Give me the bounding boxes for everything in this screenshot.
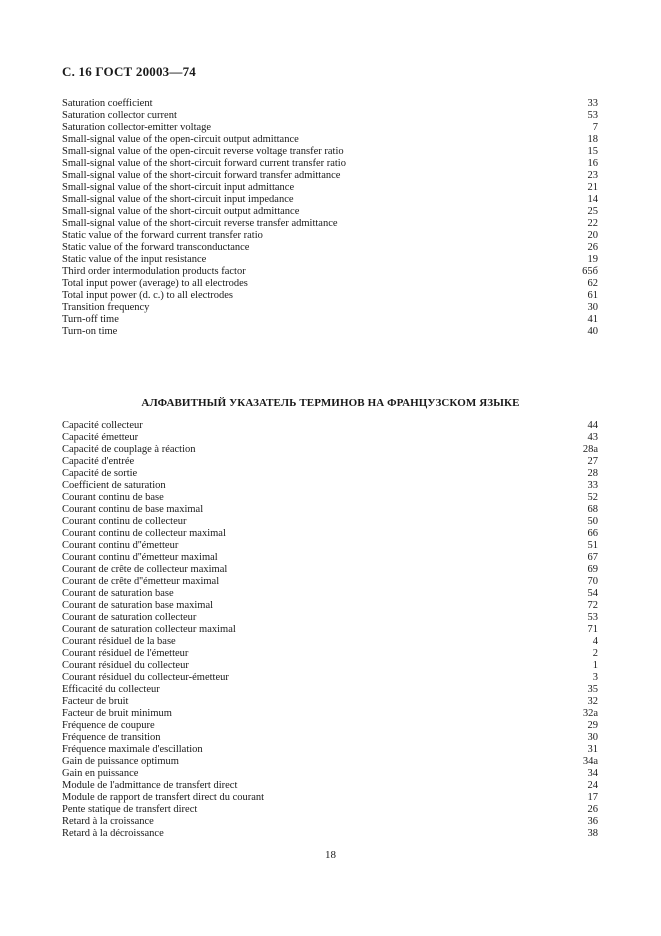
index-entry <box>62 182 598 194</box>
index-term-number: 50 <box>587 516 598 527</box>
index-term: Static value of the forward transconductance <box>62 242 250 253</box>
index-term-number: 51 <box>587 540 598 551</box>
index-term-number: 24 <box>587 780 598 791</box>
index-term-number: 17 <box>587 792 598 803</box>
index-term: Courant de crête de collecteur maximal <box>62 564 228 575</box>
index-term-number: 3 <box>592 672 598 683</box>
index-term: Turn-off time <box>62 314 119 325</box>
index-entry <box>62 792 598 804</box>
index-term-number: 27 <box>587 456 598 467</box>
index-term: Efficacité du collecteur <box>62 684 160 695</box>
index-term: Static value of the forward current transfer ratio <box>62 230 263 241</box>
index-entry <box>62 314 598 326</box>
index-term: Courant résiduel de l'émetteur <box>62 648 189 659</box>
index-entry <box>62 98 598 110</box>
index-entry <box>62 194 598 206</box>
index-entry <box>62 516 598 528</box>
index-term: Small-signal value of the short-circuit reverse transfer admittance <box>62 218 338 229</box>
index-entry <box>62 432 598 444</box>
index-term: Module de l'admittance de transfert direct <box>62 780 238 791</box>
index-term: Small-signal value of the short-circuit input admittance <box>62 182 295 193</box>
index-term: Coefficient de saturation <box>62 480 166 491</box>
index-term: Small-signal value of the short-circuit input impedance <box>62 194 294 205</box>
index-term: Module de rapport de transfert direct du courant <box>62 792 265 803</box>
index-term-number: 61 <box>587 290 598 301</box>
index-term: Transition frequency <box>62 302 150 313</box>
index-term-number: 26 <box>587 242 598 253</box>
index-entry <box>62 684 598 696</box>
index-term-number: 32а <box>582 708 598 719</box>
index-term-number: 33 <box>587 480 598 491</box>
index-entry <box>62 528 598 540</box>
index-term-number: 54 <box>587 588 598 599</box>
index-term: Small-signal value of the short-circuit forward transfer admittance <box>62 170 341 181</box>
index-entry <box>62 708 598 720</box>
french-term-index <box>62 420 598 840</box>
index-term: Total input power (average) to all electrodes <box>62 278 248 289</box>
index-entry <box>62 624 598 636</box>
index-term-number: 53 <box>587 612 598 623</box>
index-entry <box>62 420 598 432</box>
index-term-number: 69 <box>587 564 598 575</box>
index-entry <box>62 170 598 182</box>
index-term-number: 28 <box>587 468 598 479</box>
page-number: 18 <box>325 849 336 861</box>
index-term: Small-signal value of the short-circuit forward current transfer ratio <box>62 158 346 169</box>
index-term-number: 20 <box>587 230 598 241</box>
english-term-index <box>62 98 598 338</box>
index-term: Courant continu de collecteur <box>62 516 187 527</box>
index-term-number: 34 <box>587 768 598 779</box>
index-entry <box>62 744 598 756</box>
index-term: Courant résiduel du collecteur-émetteur <box>62 672 229 683</box>
index-entry <box>62 660 598 672</box>
index-term: Courant continu de collecteur maximal <box>62 528 226 539</box>
index-term-number: 29 <box>587 720 598 731</box>
index-term: Capacité d'entrée <box>62 456 135 467</box>
index-term-number: 28а <box>582 444 598 455</box>
index-term-number: 7 <box>592 122 598 133</box>
index-term: Saturation coefficient <box>62 98 153 109</box>
index-term-number: 53 <box>587 110 598 121</box>
index-entry <box>62 206 598 218</box>
index-entry <box>62 468 598 480</box>
index-term-number: 19 <box>587 254 598 265</box>
index-term-number: 18 <box>587 134 598 145</box>
index-term: Total input power (d. c.) to all electrodes <box>62 290 233 301</box>
index-term: Courant de saturation collecteur maximal <box>62 624 236 635</box>
index-term: Courant résiduel du collecteur <box>62 660 189 671</box>
french-index-title: АЛФАВИТНЫЙ УКАЗАТЕЛЬ ТЕРМИНОВ НА ФРАНЦУЗСКОМ ЯЗЫКЕ <box>141 397 520 409</box>
index-term-number: 25 <box>587 206 598 217</box>
index-term-number: 68 <box>587 504 598 515</box>
index-entry <box>62 732 598 744</box>
index-entry <box>62 326 598 338</box>
index-entry <box>62 218 598 230</box>
index-term-number: 62 <box>587 278 598 289</box>
index-term: Courant continu de base maximal <box>62 504 204 515</box>
index-term: Small-signal value of the open-circuit reverse voltage transfer ratio <box>62 146 344 157</box>
index-entry <box>62 816 598 828</box>
index-term: Fréquence maximale d'escillation <box>62 744 203 755</box>
index-entry <box>62 504 598 516</box>
index-entry <box>62 110 598 122</box>
index-entry <box>62 804 598 816</box>
index-term-number: 72 <box>587 600 598 611</box>
index-term: Pente statique de transfert direct <box>62 804 198 815</box>
index-term-number: 16 <box>587 158 598 169</box>
index-term: Saturation collector current <box>62 110 177 121</box>
index-entry <box>62 122 598 134</box>
index-term: Third order intermodulation products factor <box>62 266 246 277</box>
index-term: Capacité émetteur <box>62 432 139 443</box>
index-entry <box>62 146 598 158</box>
index-term: Courant continu d''émetteur maximal <box>62 552 218 563</box>
page-header: С. 16 ГОСТ 20003—74 <box>62 64 196 79</box>
index-term-number: 23 <box>587 170 598 181</box>
index-term: Turn-on time <box>62 326 118 337</box>
index-term: Small-signal value of the open-circuit output admittance <box>62 134 299 145</box>
index-term-number: 34а <box>582 756 598 767</box>
index-term-number: 14 <box>587 194 598 205</box>
index-term: Facteur de bruit minimum <box>62 708 172 719</box>
index-term-number: 44 <box>587 420 598 431</box>
index-entry <box>62 564 598 576</box>
index-entry <box>62 828 598 840</box>
index-term: Courant de saturation base maximal <box>62 600 214 611</box>
index-entry <box>62 456 598 468</box>
index-term-number: 32 <box>587 696 598 707</box>
index-entry <box>62 756 598 768</box>
index-term: Saturation collector-emitter voltage <box>62 122 212 133</box>
index-entry <box>62 290 598 302</box>
index-term: Capacité de couplage à réaction <box>62 444 196 455</box>
index-entry <box>62 696 598 708</box>
index-entry <box>62 492 598 504</box>
index-entry <box>62 636 598 648</box>
index-entry <box>62 266 598 278</box>
index-term: Fréquence de transition <box>62 732 161 743</box>
index-term: Small-signal value of the short-circuit output admittance <box>62 206 300 217</box>
index-term: Gain de puissance optimum <box>62 756 179 767</box>
index-term: Static value of the input resistance <box>62 254 207 265</box>
index-term: Courant continu de base <box>62 492 164 503</box>
index-term: Capacité collecteur <box>62 420 143 431</box>
index-term-number: 71 <box>587 624 598 635</box>
index-term-number: 22 <box>587 218 598 229</box>
index-term-number: 65б <box>582 266 598 277</box>
index-entry <box>62 480 598 492</box>
index-entry <box>62 278 598 290</box>
index-term-number: 2 <box>592 648 598 659</box>
index-entry <box>62 588 598 600</box>
index-term: Courant de crête d''émetteur maximal <box>62 576 220 587</box>
index-entry <box>62 672 598 684</box>
index-entry <box>62 302 598 314</box>
index-entry <box>62 648 598 660</box>
index-entry <box>62 230 598 242</box>
index-term: Gain en puissance <box>62 768 139 779</box>
index-term-number: 38 <box>587 828 598 839</box>
index-term: Courant continu d''émetteur <box>62 540 179 551</box>
index-term-number: 21 <box>587 182 598 193</box>
index-term-number: 52 <box>587 492 598 503</box>
index-term: Fréquence de coupure <box>62 720 155 731</box>
index-term-number: 31 <box>587 744 598 755</box>
index-entry <box>62 134 598 146</box>
index-term-number: 26 <box>587 804 598 815</box>
index-term-number: 15 <box>587 146 598 157</box>
index-term: Retard à la décroissance <box>62 828 164 839</box>
index-entry <box>62 254 598 266</box>
index-term-number: 66 <box>587 528 598 539</box>
index-term: Courant résiduel de la base <box>62 636 176 647</box>
index-term-number: 41 <box>587 314 598 325</box>
index-entry <box>62 552 598 564</box>
index-entry <box>62 768 598 780</box>
index-term-number: 40 <box>587 326 598 337</box>
index-entry <box>62 576 598 588</box>
index-term-number: 33 <box>587 98 598 109</box>
index-term-number: 36 <box>587 816 598 827</box>
index-term: Courant de saturation collecteur <box>62 612 197 623</box>
index-term: Capacité de sortie <box>62 468 138 479</box>
index-term-number: 43 <box>587 432 598 443</box>
index-term-number: 70 <box>587 576 598 587</box>
index-term: Courant de saturation base <box>62 588 174 599</box>
index-term-number: 35 <box>587 684 598 695</box>
index-term-number: 30 <box>587 732 598 743</box>
index-entry <box>62 780 598 792</box>
index-term-number: 30 <box>587 302 598 313</box>
index-entry <box>62 242 598 254</box>
index-term: Retard à la croissance <box>62 816 154 827</box>
index-term-number: 1 <box>592 660 598 671</box>
index-entry <box>62 540 598 552</box>
index-entry <box>62 158 598 170</box>
index-term-number: 4 <box>592 636 598 647</box>
index-entry <box>62 600 598 612</box>
index-entry <box>62 612 598 624</box>
index-entry <box>62 444 598 456</box>
index-term-number: 67 <box>587 552 598 563</box>
index-term: Facteur de bruit <box>62 696 129 707</box>
index-entry <box>62 720 598 732</box>
